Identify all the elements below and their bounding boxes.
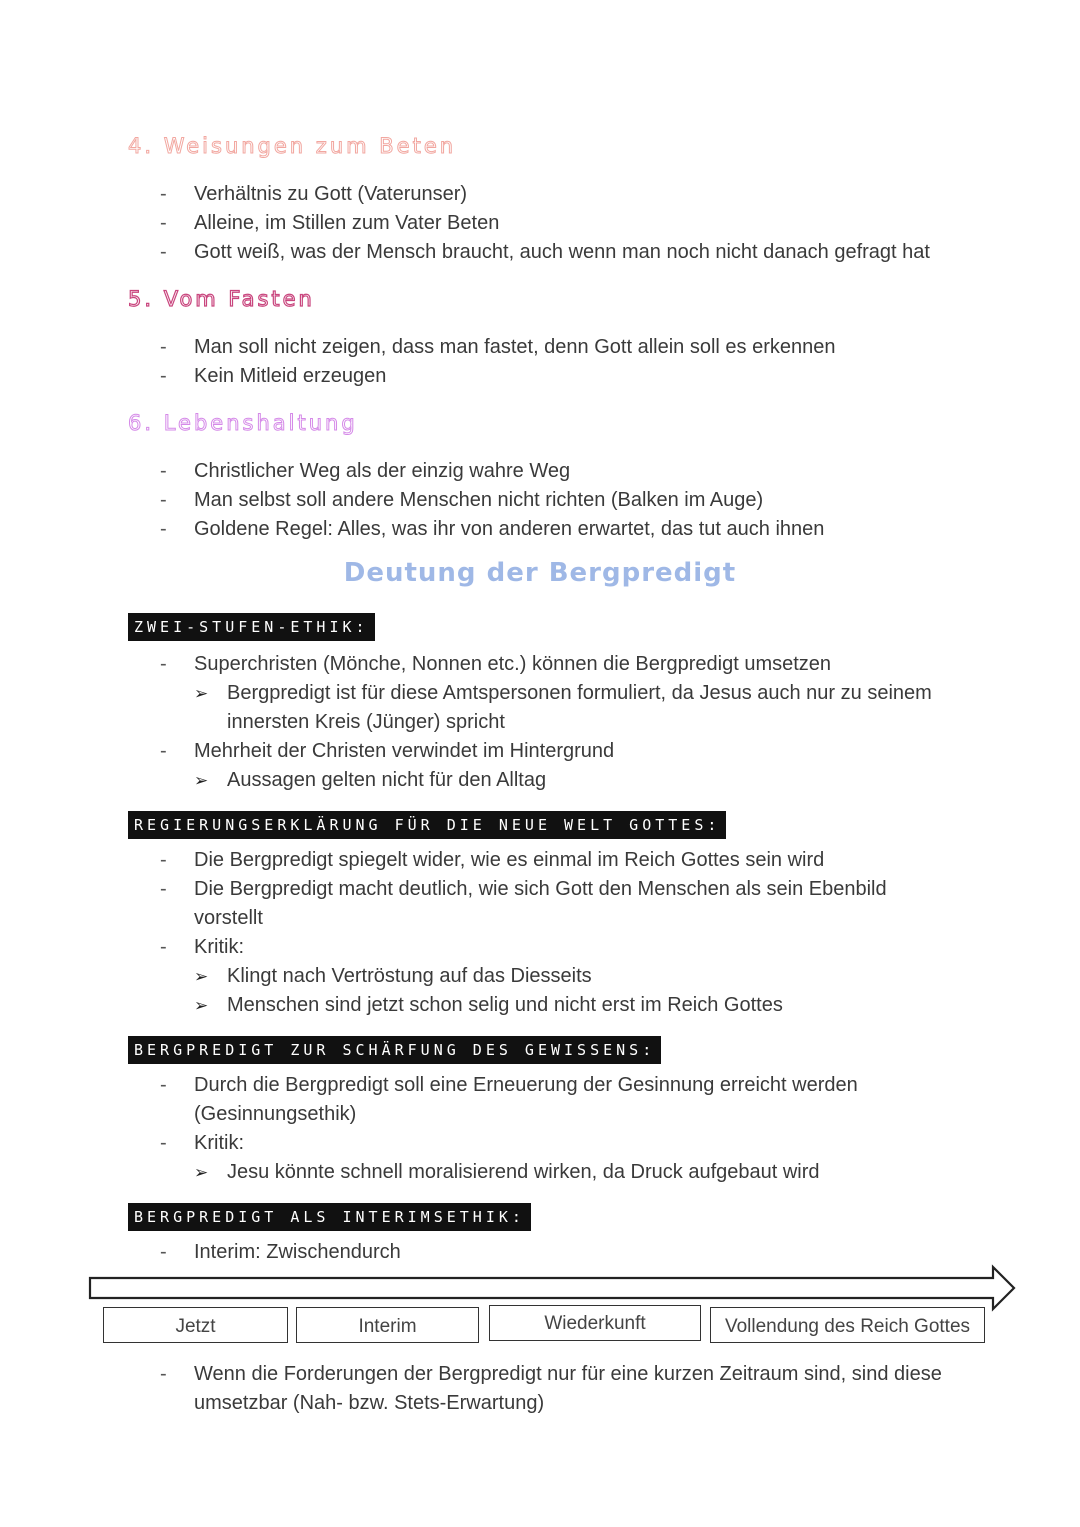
list-item: - Kritik: xyxy=(160,1129,858,1158)
list-item: - Man soll nicht zeigen, dass man fastet, denn Gott allein soll es erkennen xyxy=(160,333,835,362)
timeline-box-wiederkunft: Wiederkunft xyxy=(489,1305,701,1341)
list-item: - Kritik: xyxy=(160,933,887,962)
section-heading-4: 4. Weisungen zum Beten xyxy=(128,134,457,158)
list-item: - Christlicher Weg als der einzig wahre Weg xyxy=(160,457,824,486)
sub-list-item: ➢ Aussagen gelten nicht für den Alltag xyxy=(160,766,932,795)
section-heading-5: 5. Vom Fasten xyxy=(128,287,315,311)
list-item: - Verhältnis zu Gott (Vaterunser) xyxy=(160,180,930,209)
list-item: - Durch die Bergpredigt soll eine Erneuerung der Gesinnung erreicht werden xyxy=(160,1071,858,1100)
list-item-continued: (Gesinnungsethik) xyxy=(194,1103,357,1125)
list-item: - Man selbst soll andere Menschen nicht richten (Balken im Auge) xyxy=(160,486,824,515)
list-item: - Mehrheit der Christen verwindet im Hintergrund xyxy=(160,737,932,766)
label-regierungserklaerung: REGIERUNGSERKLÄRUNG FÜR DIE NEUE WELT GOTTES: xyxy=(128,811,726,839)
list-item: - Alleine, im Stillen zum Vater Beten xyxy=(160,209,930,238)
list-item: - Goldene Regel: Alles, was ihr von anderen erwartet, das tut auch ihnen xyxy=(160,515,824,544)
section-5-list xyxy=(160,333,835,391)
interim-list xyxy=(160,1238,401,1267)
timeline-box-interim: Interim xyxy=(296,1307,479,1343)
list-item-continued: vorstellt xyxy=(194,907,263,929)
timeline-box-vollendung: Vollendung des Reich Gottes xyxy=(710,1307,985,1343)
list-item: - Kein Mitleid erzeugen xyxy=(160,362,835,391)
list-item-continued: umsetzbar (Nah- bzw. Stets-Erwartung) xyxy=(194,1392,545,1414)
label-schaerfung-gewissen: BERGPREDIGT ZUR SCHÄRFUNG DES GEWISSENS: xyxy=(128,1036,661,1064)
list-item: - Die Bergpredigt spiegelt wider, wie es einmal im Reich Gottes sein wird xyxy=(160,846,887,875)
section-4-list xyxy=(160,180,930,267)
page-title: Deutung der Bergpredigt xyxy=(343,558,737,588)
gewissen-list xyxy=(160,1071,858,1187)
list-item: - Wenn die Forderungen der Bergpredigt nur für eine kurzen Zeitraum sind, sind diese xyxy=(160,1360,942,1389)
sub-list-item: ➢ Jesu könnte schnell moralisierend wirken, da Druck aufgebaut wird xyxy=(160,1158,858,1187)
label-zwei-stufen-ethik: ZWEI-STUFEN-ETHIK: xyxy=(128,613,375,641)
sub-list-item-continued: innersten Kreis (Jünger) spricht xyxy=(227,711,505,733)
section-6-list xyxy=(160,457,824,544)
list-item: - Superchristen (Mönche, Nonnen etc.) können die Bergpredigt umsetzen xyxy=(160,650,932,679)
sub-list-item: ➢ Klingt nach Vertröstung auf das Diesseits xyxy=(160,962,887,991)
regierung-list xyxy=(160,846,887,1020)
sub-list-item: ➢ Menschen sind jetzt schon selig und nicht erst im Reich Gottes xyxy=(160,991,887,1020)
section-heading-6: 6. Lebenshaltung xyxy=(128,411,358,435)
sub-list-item: ➢ Bergpredigt ist für diese Amtspersonen formuliert, da Jesus auch nur zu seinem xyxy=(160,679,932,708)
list-item: - Interim: Zwischendurch xyxy=(160,1238,401,1267)
zwei-stufen-list xyxy=(160,650,932,795)
timeline-box-jetzt: Jetzt xyxy=(103,1307,288,1343)
label-interimsethik: BERGPREDIGT ALS INTERIMSETHIK: xyxy=(128,1203,531,1231)
list-item: - Gott weiß, was der Mensch braucht, auch wenn man noch nicht danach gefragt hat xyxy=(160,238,930,267)
list-item: - Die Bergpredigt macht deutlich, wie sich Gott den Menschen als sein Ebenbild xyxy=(160,875,887,904)
interim-list-2 xyxy=(160,1360,942,1418)
